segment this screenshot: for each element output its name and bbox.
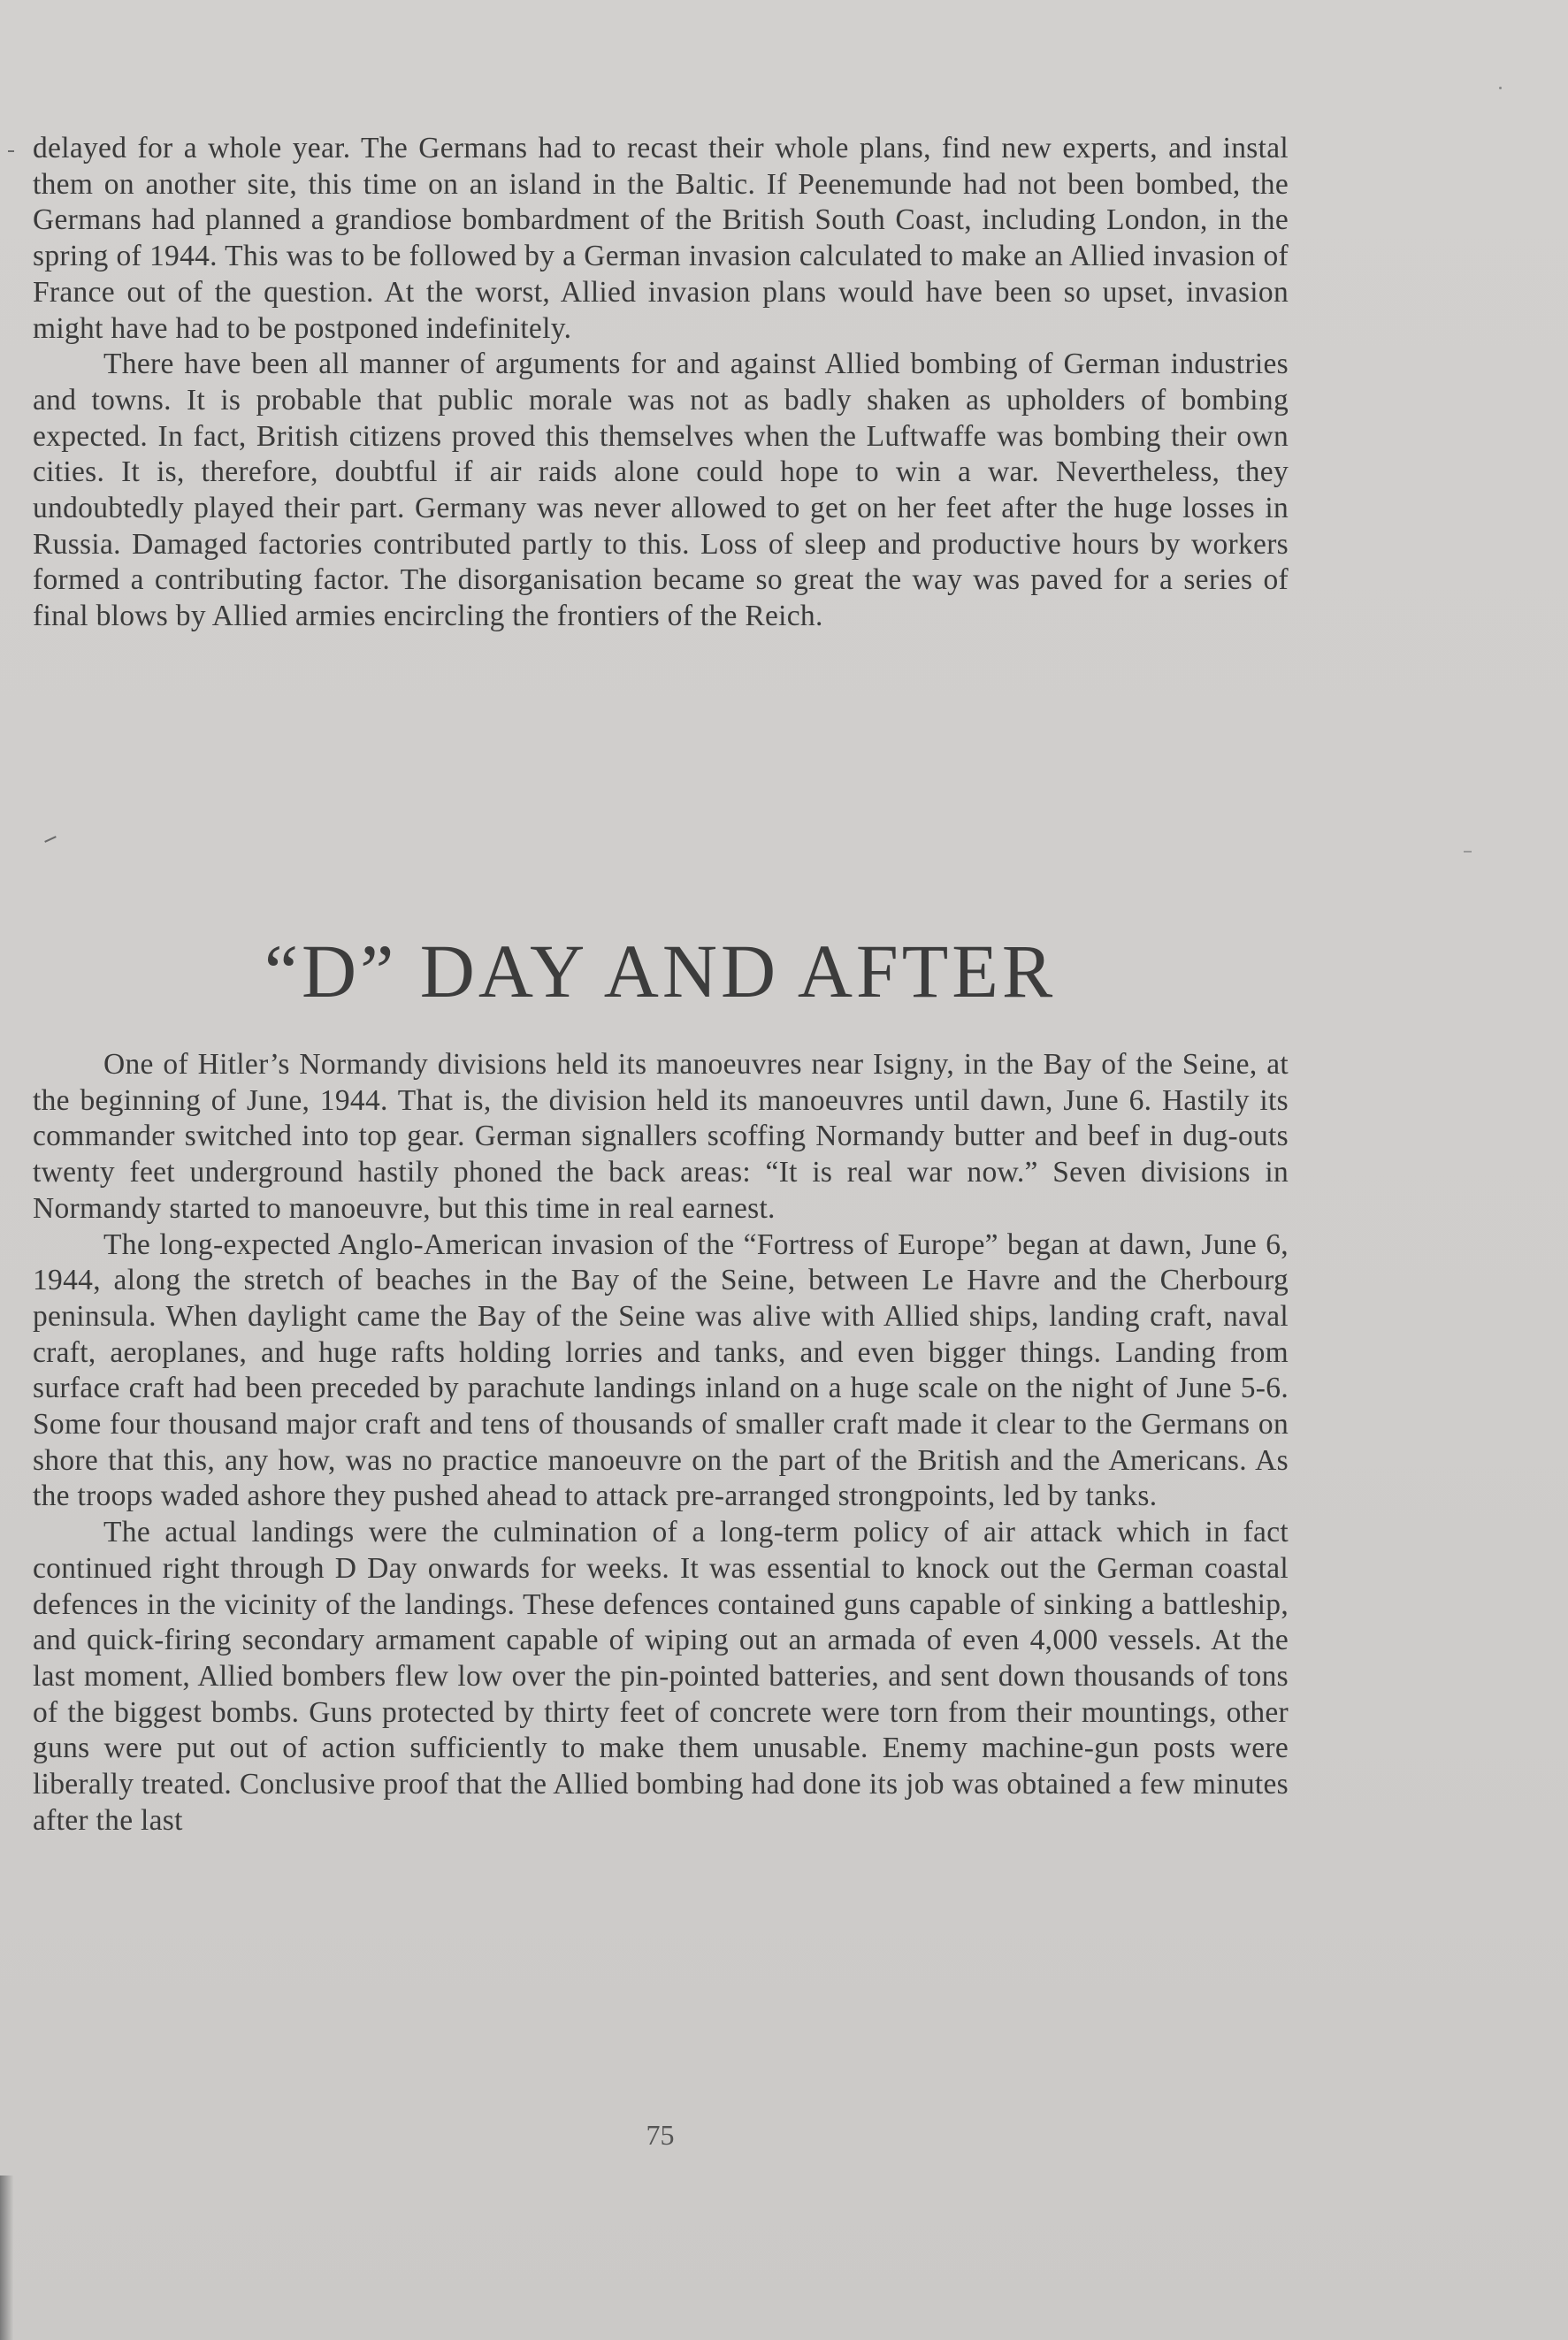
top-text-block [33,131,1289,635]
print-speck [8,150,14,152]
paragraph: There have been all manner of arguments for and against Allied bombing of German industries and towns. It is probable that public morale was not as badly shaken as upholders of bombing expected. In fact, British citizens proved this themselves when the Luftwaffe was bombing their own cities. It is, therefore, doubtful if air raids alone could hope to win a war. Nevertheless, they undoubtedly played their part. Germany was never allowed to get on her feet after the huge losses in Russia. Damaged factories contributed partly to this. Loss of sleep and productive hours by workers formed a contributing factor. The disorganisation became so great the way was paved for a series of final blows by Allied armies encircling the frontiers of the Reich. [33,348,1289,633]
page-number: 75 [646,2119,675,2151]
paragraph: delayed for a whole year. The Germans had to recast their whole plans, find new experts, and instal them on another site, this time on an island in the Baltic. If Peenemunde had not been bombed, the Germans had planned a grandiose bombardment of the British South Coast, including London, in the spring of 1944. This was to be followed by a German invasion calculated to make an Allied invasion of France out of the question. At the worst, Allied invasion plans would have been so upset, invasion might have had to be postponed indefinitely. [33,132,1289,345]
paragraph: One of Hitler’s Normandy divisions held its manoeuvres near Isigny, in the Bay of the Seine, at the beginning of June, 1944. That is, the division held its manoeuvres until dawn, June 6. Hastily its commander switched into top gear. German signallers scoffing Normandy butter and beef in dug-outs twenty feet underground hastily phoned the back areas: “It is real war now.” Seven divisions in Normandy started to manoeuvre, but this time in real earnest. [33,1048,1289,1225]
paragraph: The long-expected Anglo-American invasion of the “Fortress of Europe” began at dawn, June 6, 1944, along the stretch of beaches in the Bay of the Seine, between Le Havre and the Cherbourg peninsula. When daylight came the Bay of the Seine was alive with Allied ships, landing craft, naval craft, aeroplanes, and huge rafts holding lorries and tanks, and even bigger things. Landing from surface craft had been preceded by parachute landings inland on a huge scale on the night of June 5-6. Some four thousand major craft and tens of thousands of smaller craft made it clear to the Germans on shore that this, any how, was no practice manoeuvre on the part of the British and the Americans. As the troops waded ashore they pushed ahead to attack pre-arranged strongpoints, led by tanks. [33,1227,1289,1513]
section-title: “D” DAY AND AFTER [264,929,1057,1013]
main-text-block [33,1047,1289,1839]
paragraph: The actual landings were the culmination of a long-term policy of air attack which in fact continued right through D Day onwards for weeks. It was essential to knock out the German coastal defences in the vicinity of the landings. These defences contained guns capable of sinking a battleship, and quick-firing secondary armament capable of wiping out an armada of even 4,000 vessels. At the last moment, Allied bombers flew low over the pin-pointed batteries, and sent down thousands of tons of the biggest bombs. Guns protected by thirty feet of concrete were torn from their mountings, other guns were put out of action sufficiently to make them unusable. Enemy machine-gun posts were liberally treated. Conclusive proof that the Allied bombing had done its job was obtained a few minutes after the last [33,1516,1289,1837]
print-speck [1464,851,1472,853]
print-speck [1499,87,1502,89]
page-edge-shadow [0,2176,14,2340]
print-speck [44,836,57,843]
